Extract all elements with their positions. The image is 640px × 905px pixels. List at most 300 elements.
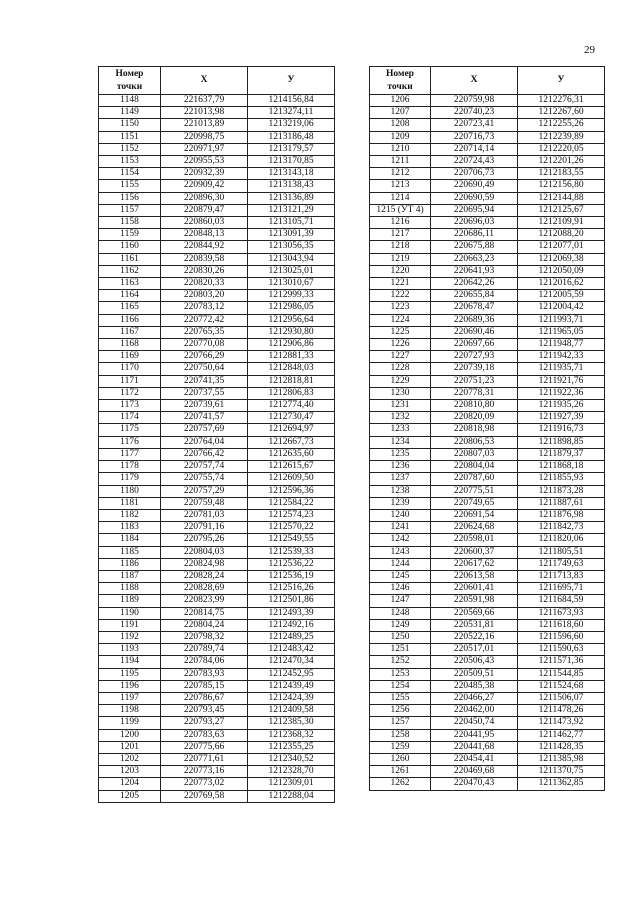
point-number-cell: 1231 bbox=[370, 400, 431, 412]
table-row bbox=[99, 717, 335, 729]
x-coordinate-cell: 220810,80 bbox=[431, 400, 518, 412]
y-coordinate-cell: 1213143,18 bbox=[248, 168, 335, 180]
point-number-cell: 1216 bbox=[370, 217, 431, 229]
x-coordinate-cell: 220766,29 bbox=[161, 351, 248, 363]
y-coordinate-cell: 1212570,22 bbox=[248, 522, 335, 534]
x-coordinate-cell: 220613,58 bbox=[431, 570, 518, 582]
point-number-cell: 1227 bbox=[370, 351, 431, 363]
table-row bbox=[99, 339, 335, 351]
table-row bbox=[99, 741, 335, 753]
point-number-cell: 1151 bbox=[99, 131, 161, 143]
point-number-cell: 1186 bbox=[99, 558, 161, 570]
x-coordinate-cell: 220759,98 bbox=[431, 95, 518, 107]
x-coordinate-cell: 220591,98 bbox=[431, 595, 518, 607]
point-number-cell: 1205 bbox=[99, 790, 161, 802]
table-row bbox=[370, 644, 605, 656]
table-row bbox=[370, 570, 605, 582]
table-row bbox=[99, 778, 335, 790]
x-coordinate-cell: 220807,03 bbox=[431, 448, 518, 460]
y-coordinate-cell: 1213056,35 bbox=[248, 241, 335, 253]
y-coordinate-cell: 1212183,55 bbox=[518, 168, 605, 180]
point-number-cell: 1160 bbox=[99, 241, 161, 253]
point-number-cell: 1159 bbox=[99, 229, 161, 241]
x-coordinate-cell: 220741,35 bbox=[161, 375, 248, 387]
y-coordinate-cell: 1211713,83 bbox=[518, 570, 605, 582]
point-number-cell: 1187 bbox=[99, 570, 161, 582]
x-coordinate-cell: 220740,23 bbox=[431, 107, 518, 119]
table-row bbox=[99, 143, 335, 155]
table-row bbox=[99, 192, 335, 204]
x-coordinate-cell: 220531,81 bbox=[431, 619, 518, 631]
y-coordinate-cell: 1211842,73 bbox=[518, 522, 605, 534]
y-coordinate-cell: 1211898,85 bbox=[518, 436, 605, 448]
y-coordinate-cell: 1212492,16 bbox=[248, 619, 335, 631]
point-number-cell: 1219 bbox=[370, 253, 431, 265]
point-number-cell: 1150 bbox=[99, 119, 161, 131]
point-number-cell: 1163 bbox=[99, 278, 161, 290]
x-coordinate-cell: 220771,61 bbox=[161, 753, 248, 765]
table-row bbox=[370, 107, 605, 119]
point-number-cell: 1207 bbox=[370, 107, 431, 119]
point-number-cell: 1180 bbox=[99, 485, 161, 497]
x-coordinate-cell: 220485,38 bbox=[431, 680, 518, 692]
x-coordinate-cell: 220466,27 bbox=[431, 692, 518, 704]
y-coordinate-cell: 1212088,20 bbox=[518, 229, 605, 241]
point-number-cell: 1233 bbox=[370, 424, 431, 436]
point-number-cell: 1208 bbox=[370, 119, 431, 131]
x-coordinate-cell: 220773,02 bbox=[161, 778, 248, 790]
table-row bbox=[99, 253, 335, 265]
point-number-cell: 1184 bbox=[99, 534, 161, 546]
point-number-cell: 1239 bbox=[370, 497, 431, 509]
point-number-cell: 1148 bbox=[99, 95, 161, 107]
y-coordinate-cell: 1212125,67 bbox=[518, 204, 605, 216]
y-coordinate-cell: 1211478,26 bbox=[518, 705, 605, 717]
y-coordinate-cell: 1212220,05 bbox=[518, 143, 605, 155]
x-coordinate-cell: 220765,35 bbox=[161, 326, 248, 338]
y-coordinate-cell: 1212439,49 bbox=[248, 680, 335, 692]
x-coordinate-cell: 220971,97 bbox=[161, 143, 248, 155]
table-body-left bbox=[99, 95, 335, 803]
table-row bbox=[99, 753, 335, 765]
point-number-cell: 1188 bbox=[99, 583, 161, 595]
x-coordinate-cell: 220691,54 bbox=[431, 509, 518, 521]
x-coordinate-cell: 220641,93 bbox=[431, 265, 518, 277]
point-number-cell: 1234 bbox=[370, 436, 431, 448]
x-coordinate-cell: 220787,60 bbox=[431, 473, 518, 485]
table-row bbox=[99, 351, 335, 363]
table-row bbox=[370, 522, 605, 534]
coordinates-table-right bbox=[369, 66, 605, 791]
y-coordinate-cell: 1213138,43 bbox=[248, 180, 335, 192]
point-number-cell: 1169 bbox=[99, 351, 161, 363]
table-row bbox=[370, 631, 605, 643]
point-number-cell: 1236 bbox=[370, 461, 431, 473]
x-coordinate-cell: 220689,36 bbox=[431, 314, 518, 326]
x-coordinate-cell: 220848,13 bbox=[161, 229, 248, 241]
point-number-cell: 1225 bbox=[370, 326, 431, 338]
table-row bbox=[370, 509, 605, 521]
y-coordinate-cell: 1213121,29 bbox=[248, 204, 335, 216]
point-number-cell: 1195 bbox=[99, 668, 161, 680]
point-number-cell: 1244 bbox=[370, 558, 431, 570]
x-coordinate-cell: 220998,75 bbox=[161, 131, 248, 143]
table-row bbox=[370, 583, 605, 595]
x-coordinate-cell: 220775,66 bbox=[161, 741, 248, 753]
point-number-cell: 1189 bbox=[99, 595, 161, 607]
y-coordinate-cell: 1211524,68 bbox=[518, 680, 605, 692]
x-coordinate-cell: 220686,11 bbox=[431, 229, 518, 241]
x-coordinate-cell: 220749,65 bbox=[431, 497, 518, 509]
y-coordinate-cell: 1212355,25 bbox=[248, 741, 335, 753]
y-coordinate-cell: 1211695,71 bbox=[518, 583, 605, 595]
table-row bbox=[99, 107, 335, 119]
x-coordinate-cell: 220814,75 bbox=[161, 607, 248, 619]
y-coordinate-cell: 1212986,05 bbox=[248, 302, 335, 314]
x-coordinate-cell: 220690,49 bbox=[431, 180, 518, 192]
y-coordinate-cell: 1213179,57 bbox=[248, 143, 335, 155]
point-number-cell: 1222 bbox=[370, 290, 431, 302]
point-number-cell: 1218 bbox=[370, 241, 431, 253]
table-row bbox=[370, 558, 605, 570]
point-number-cell: 1214 bbox=[370, 192, 431, 204]
x-coordinate-cell: 220778,31 bbox=[431, 387, 518, 399]
x-coordinate-cell: 220441,95 bbox=[431, 729, 518, 741]
y-coordinate-cell: 1212328,70 bbox=[248, 766, 335, 778]
x-coordinate-cell: 220757,69 bbox=[161, 424, 248, 436]
x-coordinate-cell: 220470,43 bbox=[431, 778, 518, 790]
table-row bbox=[370, 217, 605, 229]
y-coordinate-cell: 1211362,85 bbox=[518, 778, 605, 790]
table-row bbox=[370, 119, 605, 131]
y-coordinate-cell: 1212818,81 bbox=[248, 375, 335, 387]
table-row bbox=[99, 156, 335, 168]
point-number-cell: 1228 bbox=[370, 363, 431, 375]
table-row bbox=[99, 448, 335, 460]
table-row bbox=[370, 131, 605, 143]
point-number-cell: 1183 bbox=[99, 522, 161, 534]
point-number-cell: 1173 bbox=[99, 400, 161, 412]
x-coordinate-cell: 220697,66 bbox=[431, 339, 518, 351]
x-coordinate-cell: 220766,42 bbox=[161, 448, 248, 460]
table-row bbox=[99, 692, 335, 704]
y-coordinate-cell: 1211749,63 bbox=[518, 558, 605, 570]
table-row bbox=[99, 509, 335, 521]
point-number-cell: 1259 bbox=[370, 741, 431, 753]
table-row bbox=[99, 631, 335, 643]
x-coordinate-cell: 220783,93 bbox=[161, 668, 248, 680]
table-row bbox=[99, 314, 335, 326]
table-row bbox=[370, 95, 605, 107]
point-number-cell: 1253 bbox=[370, 668, 431, 680]
header-x: Х bbox=[431, 67, 518, 95]
point-number-cell: 1249 bbox=[370, 619, 431, 631]
x-coordinate-cell: 220783,63 bbox=[161, 729, 248, 741]
table-row bbox=[370, 692, 605, 704]
point-number-cell: 1168 bbox=[99, 339, 161, 351]
y-coordinate-cell: 1212501,86 bbox=[248, 595, 335, 607]
point-number-cell: 1149 bbox=[99, 107, 161, 119]
y-coordinate-cell: 1212574,23 bbox=[248, 509, 335, 521]
y-coordinate-cell: 1212340,52 bbox=[248, 753, 335, 765]
table-row bbox=[99, 265, 335, 277]
point-number-cell: 1258 bbox=[370, 729, 431, 741]
x-coordinate-cell: 220824,98 bbox=[161, 558, 248, 570]
point-number-cell: 1230 bbox=[370, 387, 431, 399]
point-number-cell: 1262 bbox=[370, 778, 431, 790]
x-coordinate-cell: 220450,74 bbox=[431, 717, 518, 729]
point-number-cell: 1245 bbox=[370, 570, 431, 582]
point-number-cell: 1174 bbox=[99, 412, 161, 424]
x-coordinate-cell: 220716,73 bbox=[431, 131, 518, 143]
y-coordinate-cell: 1212536,22 bbox=[248, 558, 335, 570]
point-number-cell: 1237 bbox=[370, 473, 431, 485]
table-row bbox=[370, 741, 605, 753]
x-coordinate-cell: 220506,43 bbox=[431, 656, 518, 668]
table-row bbox=[370, 412, 605, 424]
y-coordinate-cell: 1212881,33 bbox=[248, 351, 335, 363]
table-row bbox=[370, 351, 605, 363]
x-coordinate-cell: 220723,41 bbox=[431, 119, 518, 131]
table-row bbox=[99, 131, 335, 143]
table-row bbox=[99, 229, 335, 241]
y-coordinate-cell: 1211993,71 bbox=[518, 314, 605, 326]
table-row bbox=[99, 668, 335, 680]
y-coordinate-cell: 1212309,01 bbox=[248, 778, 335, 790]
x-coordinate-cell: 220764,04 bbox=[161, 436, 248, 448]
x-coordinate-cell: 220793,27 bbox=[161, 717, 248, 729]
y-coordinate-cell: 1211618,60 bbox=[518, 619, 605, 631]
table-row bbox=[99, 705, 335, 717]
table-row bbox=[370, 680, 605, 692]
y-coordinate-cell: 1211916,73 bbox=[518, 424, 605, 436]
x-coordinate-cell: 220789,74 bbox=[161, 644, 248, 656]
point-number-cell: 1181 bbox=[99, 497, 161, 509]
table-row bbox=[99, 168, 335, 180]
x-coordinate-cell: 220569,66 bbox=[431, 607, 518, 619]
table-row bbox=[99, 387, 335, 399]
y-coordinate-cell: 1213186,48 bbox=[248, 131, 335, 143]
x-coordinate-cell: 220783,12 bbox=[161, 302, 248, 314]
x-coordinate-cell: 221013,89 bbox=[161, 119, 248, 131]
table-row bbox=[99, 656, 335, 668]
point-number-cell: 1198 bbox=[99, 705, 161, 717]
coordinates-table-left bbox=[98, 66, 335, 803]
x-coordinate-cell: 220522,16 bbox=[431, 631, 518, 643]
table-row bbox=[370, 778, 605, 790]
x-coordinate-cell: 220750,64 bbox=[161, 363, 248, 375]
point-number-cell: 1182 bbox=[99, 509, 161, 521]
point-number-cell: 1204 bbox=[99, 778, 161, 790]
y-coordinate-cell: 1212368,32 bbox=[248, 729, 335, 741]
point-number-cell: 1171 bbox=[99, 375, 161, 387]
x-coordinate-cell: 220454,41 bbox=[431, 753, 518, 765]
x-coordinate-cell: 220793,45 bbox=[161, 705, 248, 717]
x-coordinate-cell: 220469,68 bbox=[431, 766, 518, 778]
x-coordinate-cell: 221013,98 bbox=[161, 107, 248, 119]
y-coordinate-cell: 1211820,06 bbox=[518, 534, 605, 546]
y-coordinate-cell: 1214156,84 bbox=[248, 95, 335, 107]
point-number-cell: 1200 bbox=[99, 729, 161, 741]
y-coordinate-cell: 1212288,04 bbox=[248, 790, 335, 802]
x-coordinate-cell: 220932,39 bbox=[161, 168, 248, 180]
y-coordinate-cell: 1211473,92 bbox=[518, 717, 605, 729]
table-row bbox=[99, 607, 335, 619]
table-row bbox=[370, 290, 605, 302]
table-row bbox=[370, 546, 605, 558]
x-coordinate-cell: 220844,92 bbox=[161, 241, 248, 253]
table-row bbox=[99, 412, 335, 424]
y-coordinate-cell: 1213105,71 bbox=[248, 217, 335, 229]
point-number-cell: 1261 bbox=[370, 766, 431, 778]
y-coordinate-cell: 1212539,33 bbox=[248, 546, 335, 558]
x-coordinate-cell: 220462,00 bbox=[431, 705, 518, 717]
x-coordinate-cell: 220757,74 bbox=[161, 461, 248, 473]
table-row bbox=[370, 424, 605, 436]
x-coordinate-cell: 220775,51 bbox=[431, 485, 518, 497]
x-coordinate-cell: 220598,01 bbox=[431, 534, 518, 546]
table-row bbox=[370, 180, 605, 192]
y-coordinate-cell: 1211385,98 bbox=[518, 753, 605, 765]
y-coordinate-cell: 1212385,30 bbox=[248, 717, 335, 729]
point-number-cell: 1212 bbox=[370, 168, 431, 180]
table-row bbox=[370, 534, 605, 546]
y-coordinate-cell: 1211590,63 bbox=[518, 644, 605, 656]
point-number-cell: 1162 bbox=[99, 265, 161, 277]
point-number-cell: 1209 bbox=[370, 131, 431, 143]
table-row bbox=[99, 95, 335, 107]
x-coordinate-cell: 220739,18 bbox=[431, 363, 518, 375]
table-row bbox=[370, 729, 605, 741]
x-coordinate-cell: 220690,59 bbox=[431, 192, 518, 204]
x-coordinate-cell: 220879,47 bbox=[161, 204, 248, 216]
x-coordinate-cell: 220823,99 bbox=[161, 595, 248, 607]
table-row bbox=[99, 363, 335, 375]
y-coordinate-cell: 1212424,39 bbox=[248, 692, 335, 704]
table-row bbox=[370, 607, 605, 619]
table-row bbox=[99, 241, 335, 253]
x-coordinate-cell: 220624,68 bbox=[431, 522, 518, 534]
table-row bbox=[370, 265, 605, 277]
y-coordinate-cell: 1212930,80 bbox=[248, 326, 335, 338]
point-number-cell: 1154 bbox=[99, 168, 161, 180]
y-coordinate-cell: 1212806,83 bbox=[248, 387, 335, 399]
point-number-cell: 1178 bbox=[99, 461, 161, 473]
y-coordinate-cell: 1211805,51 bbox=[518, 546, 605, 558]
x-coordinate-cell: 220663,23 bbox=[431, 253, 518, 265]
table-row bbox=[370, 229, 605, 241]
table-row bbox=[99, 436, 335, 448]
header-point-number: Номер точки bbox=[370, 67, 431, 95]
point-number-cell: 1152 bbox=[99, 143, 161, 155]
table-row bbox=[370, 363, 605, 375]
header-x: Х bbox=[161, 67, 248, 95]
point-number-cell: 1251 bbox=[370, 644, 431, 656]
point-number-cell: 1206 bbox=[370, 95, 431, 107]
y-coordinate-cell: 1211921,76 bbox=[518, 375, 605, 387]
x-coordinate-cell: 220804,24 bbox=[161, 619, 248, 631]
x-coordinate-cell: 220772,42 bbox=[161, 314, 248, 326]
y-coordinate-cell: 1211942,33 bbox=[518, 351, 605, 363]
table-row bbox=[370, 204, 605, 216]
y-coordinate-cell: 1212109,91 bbox=[518, 217, 605, 229]
table-row bbox=[370, 473, 605, 485]
y-coordinate-cell: 1212276,31 bbox=[518, 95, 605, 107]
y-coordinate-cell: 1212848,03 bbox=[248, 363, 335, 375]
x-coordinate-cell: 220773,16 bbox=[161, 766, 248, 778]
point-number-cell: 1177 bbox=[99, 448, 161, 460]
table-row bbox=[99, 290, 335, 302]
x-coordinate-cell: 220803,20 bbox=[161, 290, 248, 302]
point-number-cell: 1190 bbox=[99, 607, 161, 619]
x-coordinate-cell: 220739,61 bbox=[161, 400, 248, 412]
point-number-cell: 1196 bbox=[99, 680, 161, 692]
y-coordinate-cell: 1211428,35 bbox=[518, 741, 605, 753]
point-number-cell: 1241 bbox=[370, 522, 431, 534]
x-coordinate-cell: 220909,42 bbox=[161, 180, 248, 192]
x-coordinate-cell: 220706,73 bbox=[431, 168, 518, 180]
y-coordinate-cell: 1211868,18 bbox=[518, 461, 605, 473]
y-coordinate-cell: 1211673,93 bbox=[518, 607, 605, 619]
table-row bbox=[370, 156, 605, 168]
table-row bbox=[99, 558, 335, 570]
table-row bbox=[99, 375, 335, 387]
point-number-cell: 1191 bbox=[99, 619, 161, 631]
table-row bbox=[99, 217, 335, 229]
table-row bbox=[370, 278, 605, 290]
table-row bbox=[370, 656, 605, 668]
x-coordinate-cell: 220784,06 bbox=[161, 656, 248, 668]
point-number-cell: 1192 bbox=[99, 631, 161, 643]
table-row bbox=[99, 278, 335, 290]
y-coordinate-cell: 1212156,80 bbox=[518, 180, 605, 192]
y-coordinate-cell: 1211927,39 bbox=[518, 412, 605, 424]
x-coordinate-cell: 220770,08 bbox=[161, 339, 248, 351]
point-number-cell: 1158 bbox=[99, 217, 161, 229]
y-coordinate-cell: 1212516,26 bbox=[248, 583, 335, 595]
y-coordinate-cell: 1211571,36 bbox=[518, 656, 605, 668]
point-number-cell: 1252 bbox=[370, 656, 431, 668]
point-number-cell: 1185 bbox=[99, 546, 161, 558]
x-coordinate-cell: 220696,03 bbox=[431, 217, 518, 229]
y-coordinate-cell: 1211935,71 bbox=[518, 363, 605, 375]
y-coordinate-cell: 1211855,93 bbox=[518, 473, 605, 485]
y-coordinate-cell: 1212483,42 bbox=[248, 644, 335, 656]
y-coordinate-cell: 1212452,95 bbox=[248, 668, 335, 680]
point-number-cell: 1220 bbox=[370, 265, 431, 277]
x-coordinate-cell: 220755,74 bbox=[161, 473, 248, 485]
point-number-cell: 1246 bbox=[370, 583, 431, 595]
table-row bbox=[370, 241, 605, 253]
y-coordinate-cell: 1213274,11 bbox=[248, 107, 335, 119]
point-number-cell: 1157 bbox=[99, 204, 161, 216]
y-coordinate-cell: 1211370,75 bbox=[518, 766, 605, 778]
table-row bbox=[370, 387, 605, 399]
y-coordinate-cell: 1212409,58 bbox=[248, 705, 335, 717]
table-row bbox=[99, 302, 335, 314]
y-coordinate-cell: 1212615,67 bbox=[248, 461, 335, 473]
table-row bbox=[99, 204, 335, 216]
y-coordinate-cell: 1211935,26 bbox=[518, 400, 605, 412]
table-row bbox=[99, 766, 335, 778]
x-coordinate-cell: 221637,79 bbox=[161, 95, 248, 107]
table-row bbox=[370, 448, 605, 460]
table-row bbox=[99, 570, 335, 582]
point-number-cell: 1179 bbox=[99, 473, 161, 485]
y-coordinate-cell: 1211965,05 bbox=[518, 326, 605, 338]
point-number-cell: 1176 bbox=[99, 436, 161, 448]
x-coordinate-cell: 220727,93 bbox=[431, 351, 518, 363]
